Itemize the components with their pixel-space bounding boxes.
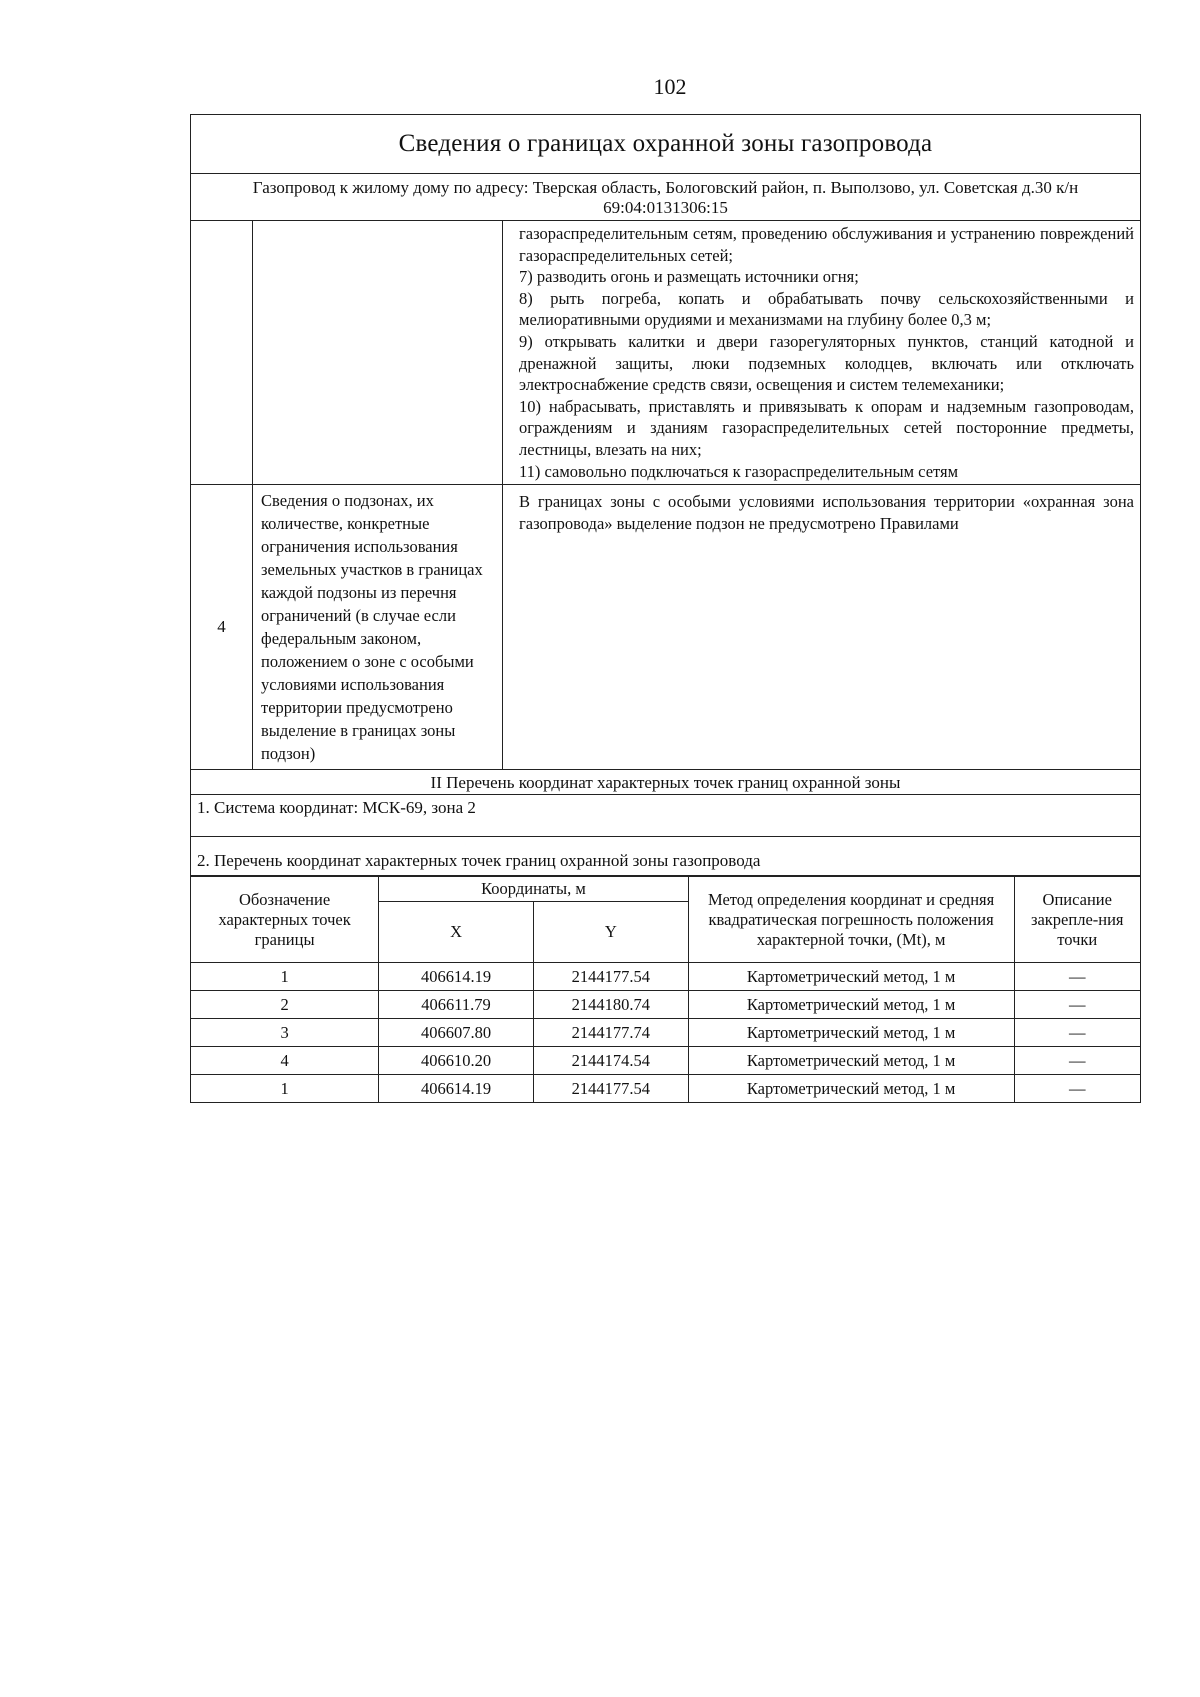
cell-y: 2144177.54 — [533, 1075, 688, 1103]
restrictions-row — [191, 221, 1141, 485]
header-coords: Координаты, м — [379, 877, 689, 902]
header-x: X — [379, 902, 534, 963]
cell-y: 2144180.74 — [533, 991, 688, 1019]
subzones-row — [191, 485, 1141, 770]
object-address: Газопровод к жилому дому по адресу: Тверская область, Бологовский район, п. Выползово, ул. Советская д.30 к/н 69:04:0131306:15 — [191, 174, 1141, 221]
cell-x: 406610.20 — [379, 1047, 534, 1075]
cell-point: 1 — [191, 1075, 379, 1103]
row-number-empty — [191, 221, 253, 485]
table-row — [191, 1075, 1141, 1103]
restriction-item: 9) открывать калитки и двери газорегуляторных пунктов, станций катодной и дренажной защиты, люки подземных колодцев, включать или отключать электроснабжение средств связи, освещения и систем телемеханики; — [519, 331, 1134, 395]
cell-description: — — [1014, 991, 1141, 1019]
cell-point: 3 — [191, 1019, 379, 1047]
cell-method: Картометрический метод, 1 м — [688, 1047, 1014, 1075]
table-row — [191, 963, 1141, 991]
coordinate-system: 1. Система координат: МСК-69, зона 2 — [191, 795, 1141, 837]
cell-x: 406614.19 — [379, 1075, 534, 1103]
cell-point: 1 — [191, 963, 379, 991]
cell-method: Картометрический метод, 1 м — [688, 1075, 1014, 1103]
page-number: 102 — [653, 74, 687, 99]
cell-method: Картометрический метод, 1 м — [688, 1019, 1014, 1047]
cell-x: 406614.19 — [379, 963, 534, 991]
row-label: Сведения о подзонах, их количестве, конкретные ограничения использования земельных участков в границах каждой подзоны из перечня ограничений (в случае если федеральным законом, положением о зоне с особыми условиями использования территории предусмотрено выделение в границах зоны подзон) — [253, 485, 503, 770]
coordinates-table — [190, 876, 1141, 1103]
header-y: Y — [533, 902, 688, 963]
cell-y: 2144177.74 — [533, 1019, 688, 1047]
restriction-item: газораспределительным сетям, проведению обслуживания и устранению повреждений газораспределительных сетей; — [519, 224, 1134, 265]
zone-info-table — [190, 114, 1141, 876]
header-description: Описание закрепле-ния точки — [1014, 877, 1141, 963]
cell-description: — — [1014, 1019, 1141, 1047]
cell-x: 406611.79 — [379, 991, 534, 1019]
row-number: 4 — [191, 485, 253, 770]
table-row — [191, 991, 1141, 1019]
restriction-item: 7) разводить огонь и размещать источники огня; — [519, 267, 859, 287]
cell-x: 406607.80 — [379, 1019, 534, 1047]
cell-description: — — [1014, 1075, 1141, 1103]
restriction-item: 10) набрасывать, приставлять и привязывать к опорам и надземным газопроводам, ограждениям и зданиям газораспределительных сетей посторонние предметы, лестницы, влезать на них; — [519, 396, 1134, 459]
coordinates-list-title: 2. Перечень координат характерных точек границ охранной зоны газопровода — [191, 837, 1141, 876]
cell-description: — — [1014, 963, 1141, 991]
cell-point: 4 — [191, 1047, 379, 1075]
header-method: Метод определения координат и средняя квадратическая погрешность положения характерной точки, (Мt), м — [688, 877, 1014, 963]
table-row — [191, 1047, 1141, 1075]
cell-method: Картометрический метод, 1 м — [688, 991, 1014, 1019]
section-title: II Перечень координат характерных точек границ охранной зоны — [191, 770, 1141, 795]
restrictions-list — [503, 221, 1141, 485]
cell-method: Картометрический метод, 1 м — [688, 963, 1014, 991]
header-point: Обозначение характерных точек границы — [191, 877, 379, 963]
cell-y: 2144174.54 — [533, 1047, 688, 1075]
document-title: Сведения о границах охранной зоны газопровода — [191, 115, 1141, 174]
restriction-item: 8) рыть погреба, копать и обрабатывать почву сельскохозяйственными и мелиоративными орудиями и механизмами на глубину более 0,3 м; — [519, 288, 1134, 330]
row-value: В границах зоны с особыми условиями использования территории «охранная зона газопровода» выделение подзон не предусмотрено Правилами — [503, 485, 1141, 770]
cell-description: — — [1014, 1047, 1141, 1075]
restriction-item: 11) самовольно подключаться к газораспределительным сетям — [519, 461, 959, 481]
cell-point: 2 — [191, 991, 379, 1019]
table-row — [191, 1019, 1141, 1047]
document-sheet — [190, 114, 1141, 1103]
row-label-empty — [253, 221, 503, 485]
cell-y: 2144177.54 — [533, 963, 688, 991]
